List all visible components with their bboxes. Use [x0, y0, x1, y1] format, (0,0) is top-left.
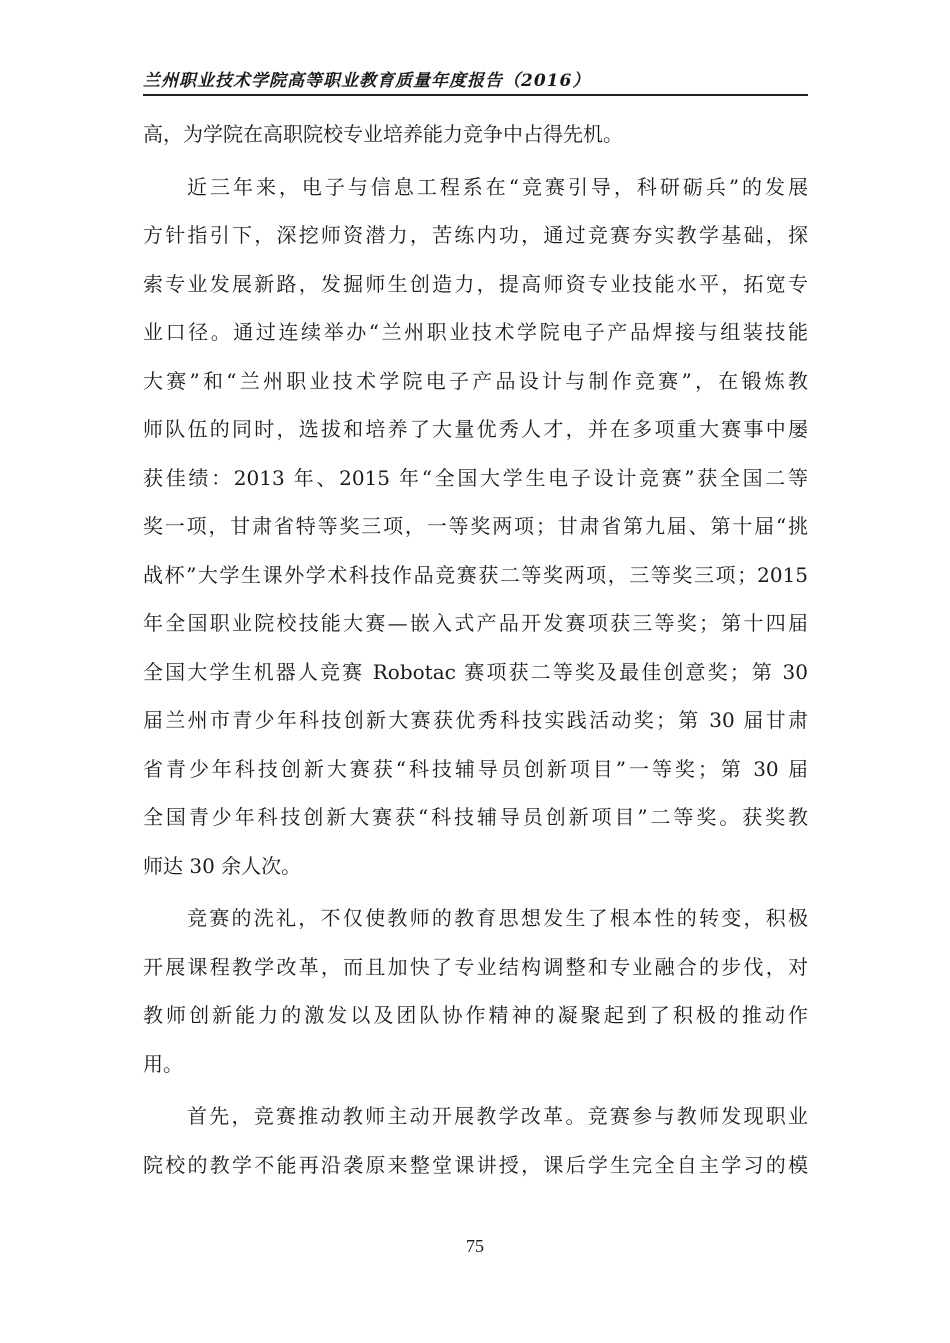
page-number: 75: [466, 1236, 484, 1256]
text-line: 索专业发展新路，发掘师生创造力，提高师资专业技能水平，拓宽专: [143, 271, 808, 296]
text-line: 大赛”和“兰州职业技术学院电子产品设计与制作竞赛”，在锻炼教: [143, 368, 808, 393]
text-line: 战杯”大学生课外学术科技作品竞赛获二等奖两项，三等奖三项；2015: [143, 562, 808, 587]
text-line: 获佳绩：2013 年、2015 年“全国大学生电子设计竞赛”获全国二等: [143, 465, 808, 490]
text-line: 届兰州市青少年科技创新大赛获优秀科技实践活动奖；第 30 届甘肃: [143, 708, 808, 732]
text-line: 竞赛的洗礼，不仅使教师的教育思想发生了根本性的转变，积极: [187, 906, 808, 930]
paragraph-competition-impact: [143, 894, 808, 1088]
text-line: 首先，竞赛推动教师主动开展教学改革。竞赛参与教师发现职业: [187, 1104, 808, 1128]
paragraph-continued: [143, 110, 808, 159]
text-line: 教师创新能力的激发以及团队协作精神的凝聚起到了积极的推动作: [143, 1003, 808, 1027]
text-line: 奖一项，甘肃省特等奖三项，一等奖两项；甘肃省第九届、第十届“挑: [143, 514, 808, 538]
paragraph-competition-achievements: [143, 163, 808, 891]
text-line: 师达 30 余人次。: [143, 853, 302, 878]
text-line: 高，为学院在高职院校专业培养能力竞争中占得先机。: [143, 122, 623, 146]
text-line: 省青少年科技创新大赛获“科技辅导员创新项目”一等奖；第 30 届: [143, 756, 808, 781]
paragraph-teaching-reform: [143, 1092, 808, 1189]
text-line: 全国青少年科技创新大赛获“科技辅导员创新项目”二等奖。获奖教: [143, 805, 808, 829]
text-line: 院校的教学不能再沿袭原来整堂课讲授，课后学生完全自主学习的模: [143, 1152, 808, 1177]
text-line: 师队伍的同时，选拔和培养了大量优秀人才，并在多项重大赛事中屡: [143, 417, 808, 441]
text-line: 近三年来，电子与信息工程系在“竞赛引导，科研砺兵”的发展: [187, 174, 808, 199]
header-title: 兰州职业技术学院高等职业教育质量年度报告（2016）: [143, 71, 591, 91]
text-line: 业口径。通过连续举办“兰州职业技术学院电子产品焊接与组装技能: [143, 320, 808, 344]
text-line: 年全国职业院校技能大赛—嵌入式产品开发赛项获三等奖；第十四届: [143, 611, 808, 635]
running-header: [143, 60, 808, 96]
text-line: 方针指引下，深挖师资潜力，苦练内功，通过竞赛夯实教学基础，探: [143, 223, 808, 247]
text-line: 用。: [143, 1051, 183, 1076]
body-text: [143, 110, 808, 1189]
text-line: 开展课程教学改革，而且加快了专业结构调整和专业融合的步伐，对: [143, 954, 808, 979]
text-line: 全国大学生机器人竞赛 Robotac 赛项获二等奖及最佳创意奖；第 30: [143, 659, 808, 684]
